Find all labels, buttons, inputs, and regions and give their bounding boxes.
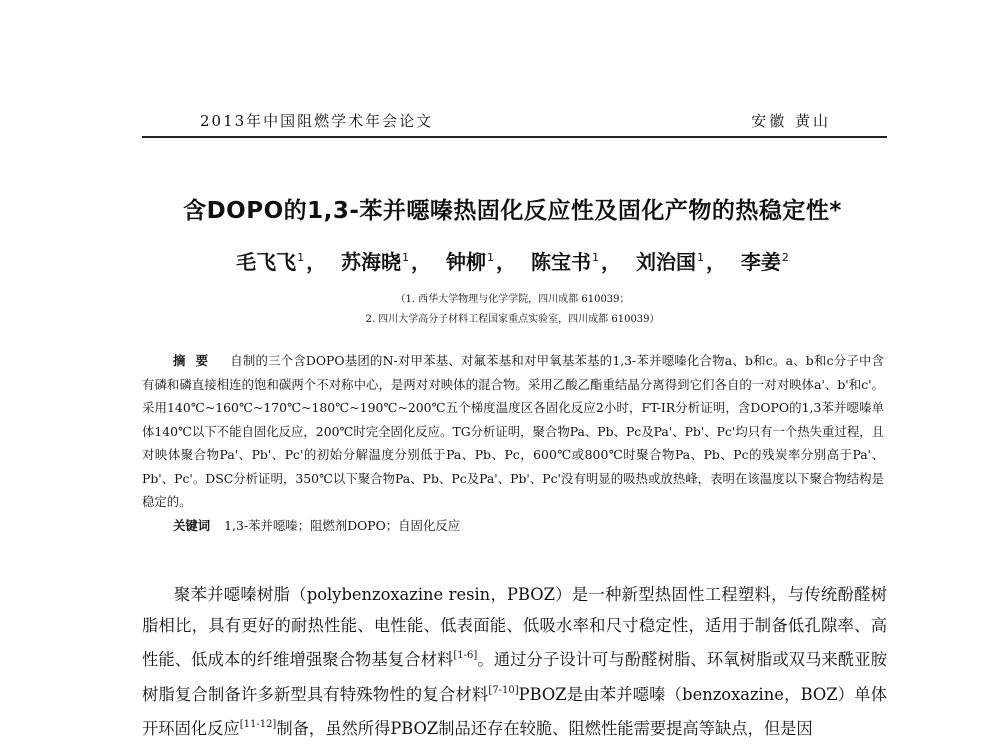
abstract bbox=[142, 349, 884, 537]
body-paragraph: 聚苯并噁嗪树脂（polybenzoxazine resin，PBOZ）是一种新型热固性工程塑料，与传统酚醛树脂相比，具有更好的耐热性能、电性能、低表面能、低吸水率和尺寸稳定性，适用于制备低孔隙率、高性能、低成本的纤维增强聚合物基复合材料[1-6]。通过分子设计可与酚醛树脂、环氧树脂或双马来酰亚胺树脂复合制备许多新型具有特殊物性的复合材料[7-10]PBOZ是由苯并噁嗪（benzoxazine，BOZ）单体开环固化反应[11-12]制备，虽然所得PBOZ制品还存在较脆、阻燃性能需要提高等缺点，但是因 bbox=[142, 585, 887, 739]
abstract-paragraph bbox=[142, 349, 884, 514]
citation: [11-12] bbox=[239, 719, 277, 731]
body-text bbox=[142, 580, 887, 745]
paper-title: 含DOPO的1,3-苯并噁嗪热固化反应性及固化产物的热稳定性* bbox=[183, 198, 842, 224]
conference-location: 安徽 黄山 bbox=[751, 112, 831, 130]
header-rule bbox=[142, 136, 887, 138]
running-header bbox=[142, 106, 887, 136]
citation: [1-6] bbox=[453, 650, 478, 662]
affiliation-2: 2. 四川大学高分子材料工程国家重点实验室，四川成都 610039） bbox=[365, 314, 660, 325]
author-list: 毛飞飞$^1$ ， 苏海晓$^1$ ， 钟柳$^1$ ， 陈宝书$^1$ ， 刘治国$^1$ ， 李姜$^2$ bbox=[236, 250, 789, 274]
author: 钟柳$^1$ bbox=[446, 250, 495, 274]
author: 毛飞飞$^1$ bbox=[236, 250, 305, 274]
abstract-label: 摘要 bbox=[173, 353, 219, 368]
author: 苏海晓$^1$ bbox=[341, 250, 410, 274]
abstract-text: 自制的三个含DOPO基团的N-对甲苯基、对氟苯基和对甲氧基苯基的1,3-苯并噁嗪化合物a、b和c。a、b和c分子中含有磷和磷直接相连的饱和碳两个不对称中心，是两对对映体的混合物。采用乙酸乙酯重结晶分离得到它们各自的一对对映体a'、b'和c'。采用140℃~160℃~170℃~180℃~190℃~200℃五个梯度温度区各固化反应2小时，FT-IR分析证明，含DOPO的1,3苯并噁嗪单体140℃以下不能自固化反应，200℃时完全固化反应。TG分析证明，聚合物Pa、Pb、Pc及Pa'、Pb'、Pc'均只有一个热失重过程，且对映体聚合物Pa'、Pb'、Pc'的初始分解温度分别低于Pa、Pb、Pc，600℃或800℃时聚合物Pa、Pb、Pc的残炭率分别高于Pa'、Pb'、Pc'。DSC分析证明，350℃以下聚合物Pa、Pb、Pc及Pa'、Pb'、Pc'没有明显的吸热或放热峰，表明在该温度以下聚合物结构是稳定的。 bbox=[142, 353, 885, 509]
citation: [7-10] bbox=[488, 684, 519, 696]
conference-name: 2013年中国阻燃学术年会论文 bbox=[200, 112, 434, 130]
author: 陈宝书$^1$ bbox=[530, 250, 599, 274]
keywords-label: 关键词 bbox=[173, 517, 211, 533]
keywords-text: 1,3-苯并噁嗪；阻燃剂DOPO；自固化反应 bbox=[224, 517, 461, 533]
author: 刘治国$^1$ bbox=[635, 250, 704, 274]
author: 李姜$^2$ bbox=[740, 250, 789, 274]
keywords bbox=[142, 514, 884, 538]
affiliation-1: （1. 西华大学物理与化学学院，四川成都 610039； bbox=[395, 294, 630, 305]
